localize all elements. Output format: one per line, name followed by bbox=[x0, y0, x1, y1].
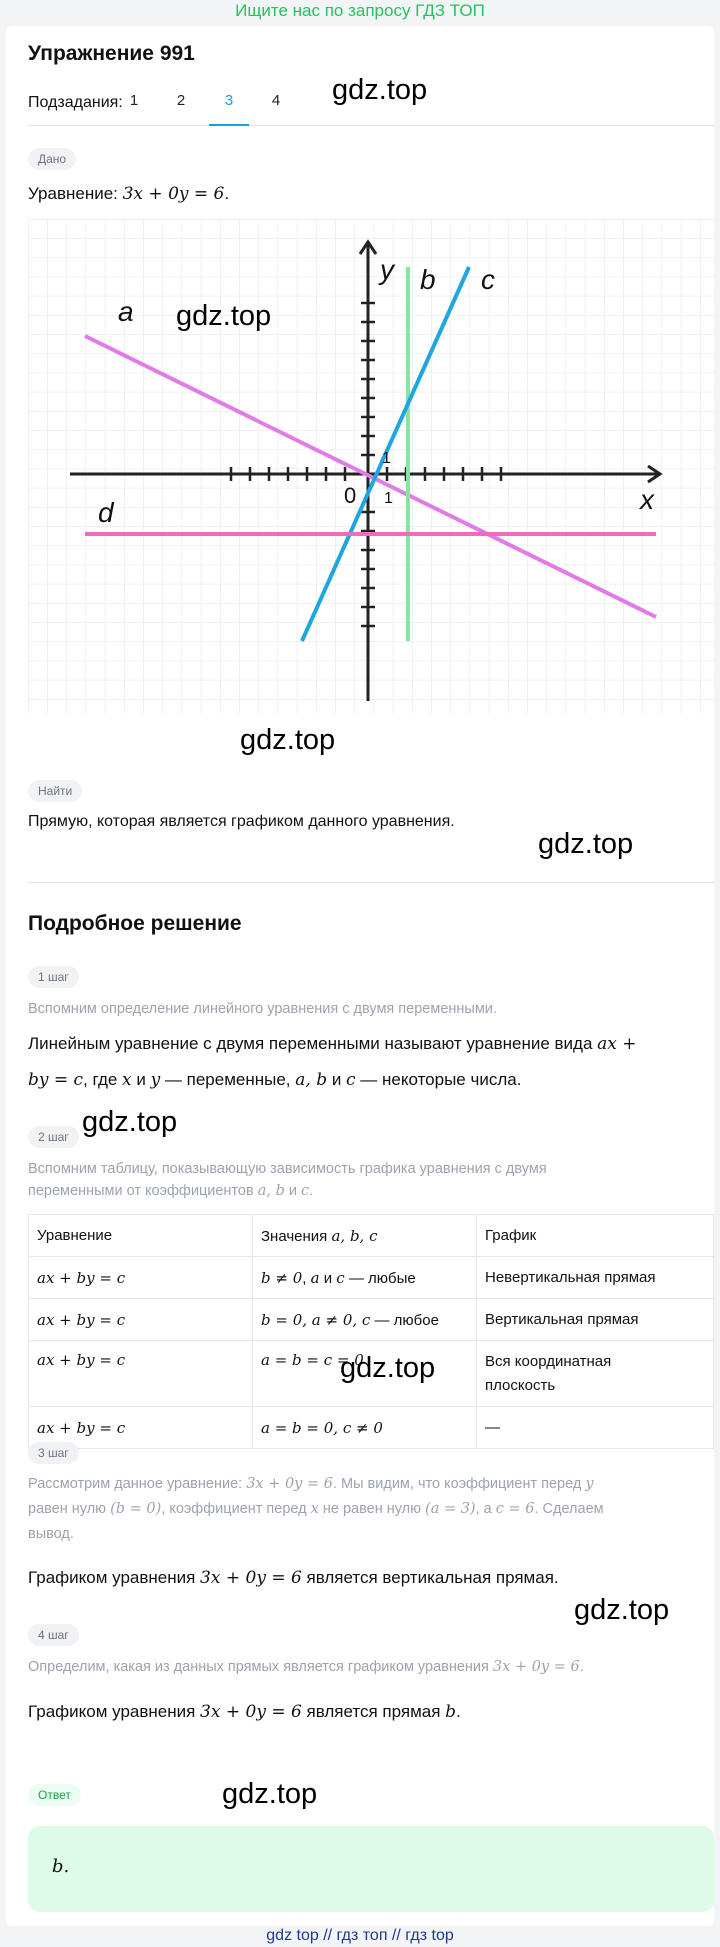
table-row bbox=[29, 1299, 714, 1341]
table-header: Уравнение bbox=[29, 1215, 253, 1257]
line-d-label: d bbox=[98, 497, 114, 528]
tab-subtask-3[interactable]: 3 bbox=[224, 92, 234, 109]
table-cell: ax + by = c bbox=[29, 1341, 253, 1407]
find-text: Прямую, которая является графиком данного уравнения. bbox=[28, 813, 455, 830]
watermark: gdz.top bbox=[332, 74, 428, 106]
y-axis-label: y bbox=[380, 254, 394, 285]
step-3-badge: 3 шаг bbox=[28, 1442, 79, 1464]
table-cell: ax + by = c bbox=[29, 1407, 253, 1449]
line-a-label: a bbox=[118, 296, 134, 327]
line-c-label: c bbox=[481, 264, 495, 295]
watermark: gdz.top bbox=[240, 724, 336, 756]
table-cell: a = b = 0, c ≠ 0 bbox=[253, 1407, 477, 1449]
table-header: Значения a, b, c bbox=[253, 1215, 477, 1257]
table-cell: Вертикальная прямая bbox=[477, 1299, 714, 1341]
page-title: Упражнение 991 bbox=[28, 42, 195, 65]
exercise-card bbox=[6, 26, 714, 1926]
watermark: gdz.top bbox=[538, 828, 634, 860]
find-badge: Найти bbox=[28, 780, 82, 802]
table-cell: Невертикальная прямая bbox=[477, 1257, 714, 1299]
step-4-body: Графиком уравнения 3x + 0y = 6 является прямая b. bbox=[28, 1702, 461, 1722]
x-axis-label: x bbox=[640, 484, 654, 515]
watermark: gdz.top bbox=[176, 300, 272, 332]
footer-links[interactable]: gdz top // гдз топ // гдз top bbox=[266, 1927, 454, 1944]
tab-subtask-1[interactable]: 1 bbox=[129, 92, 139, 109]
x-unit-label: 1 bbox=[384, 490, 393, 507]
table-row bbox=[29, 1257, 714, 1299]
table-cell: b = 0, a ≠ 0, c — любое bbox=[253, 1299, 477, 1341]
answer-badge: Ответ bbox=[28, 1784, 81, 1806]
section-divider bbox=[28, 882, 714, 883]
table-header-row bbox=[29, 1215, 714, 1257]
graph-figure bbox=[28, 219, 714, 714]
graph-grid bbox=[28, 219, 714, 714]
step-1-hint: Вспомним определение линейного уравнения с двумя переменными. bbox=[28, 1001, 497, 1017]
tab-subtask-4[interactable]: 4 bbox=[271, 92, 281, 109]
step-1-badge: 1 шаг bbox=[28, 966, 79, 988]
tab-subtask-2[interactable]: 2 bbox=[176, 92, 186, 109]
answer-box bbox=[28, 1826, 714, 1912]
given-equation: Уравнение: 3x + 0y = 6. bbox=[28, 184, 230, 204]
watermark: gdz.top bbox=[82, 1106, 178, 1138]
table-cell: ax + by = c bbox=[29, 1257, 253, 1299]
active-tab-indicator bbox=[209, 124, 249, 126]
step-4-hint: Определим, какая из данных прямых является графиком уравнения 3x + 0y = 6. bbox=[28, 1659, 584, 1675]
watermark: gdz.top bbox=[222, 1778, 318, 1810]
step-1-body: Линейным уравнение с двумя переменными называют уравнение вида ax + by = c, где x и y — переменные, a, b и c — некоторые числа. bbox=[28, 1034, 637, 1090]
y-unit-label: 1 bbox=[382, 450, 391, 467]
answer-value: b. bbox=[52, 1856, 70, 1877]
watermark: gdz.top bbox=[574, 1594, 670, 1626]
table-header: График bbox=[477, 1215, 714, 1257]
step-3-body: Графиком уравнения 3x + 0y = 6 является вертикальная прямая. bbox=[28, 1568, 559, 1588]
given-badge: Дано bbox=[28, 148, 76, 170]
origin-label: 0 bbox=[344, 483, 357, 508]
table-cell: Вся координатная плоскость bbox=[477, 1341, 714, 1407]
table-cell: a = b = c = 0 bbox=[253, 1341, 477, 1407]
solution-title: Подробное решение bbox=[28, 912, 242, 935]
step-4-badge: 4 шаг bbox=[28, 1624, 79, 1646]
table-cell: ax + by = c bbox=[29, 1299, 253, 1341]
subtasks-label: Подзадания: bbox=[28, 94, 123, 111]
step-2-badge: 2 шаг bbox=[28, 1126, 79, 1148]
coefficients-table bbox=[28, 1214, 714, 1449]
step-2-hint: Вспомним таблицу, показывающую зависимость графика уравнения с двумя переменными от коэффициентов a, b и c. bbox=[28, 1161, 547, 1199]
tabs-divider bbox=[28, 125, 714, 126]
table-cell: b ≠ 0, a и c — любые bbox=[253, 1257, 477, 1299]
table-row bbox=[29, 1407, 714, 1449]
watermark: gdz.top bbox=[340, 1352, 436, 1384]
table-cell: — bbox=[477, 1407, 714, 1449]
line-b-label: b bbox=[420, 264, 436, 295]
step-3-hint: Рассмотрим данное уравнение: 3x + 0y = 6. Мы видим, что коэффициент перед y равен нулю (b = 0), коэффициент перед x не равен нулю (a = 3), а c = 6. Сделаем вывод. bbox=[28, 1476, 604, 1542]
search-banner: Ищите нас по запросу ГДЗ ТОП bbox=[235, 1, 485, 20]
